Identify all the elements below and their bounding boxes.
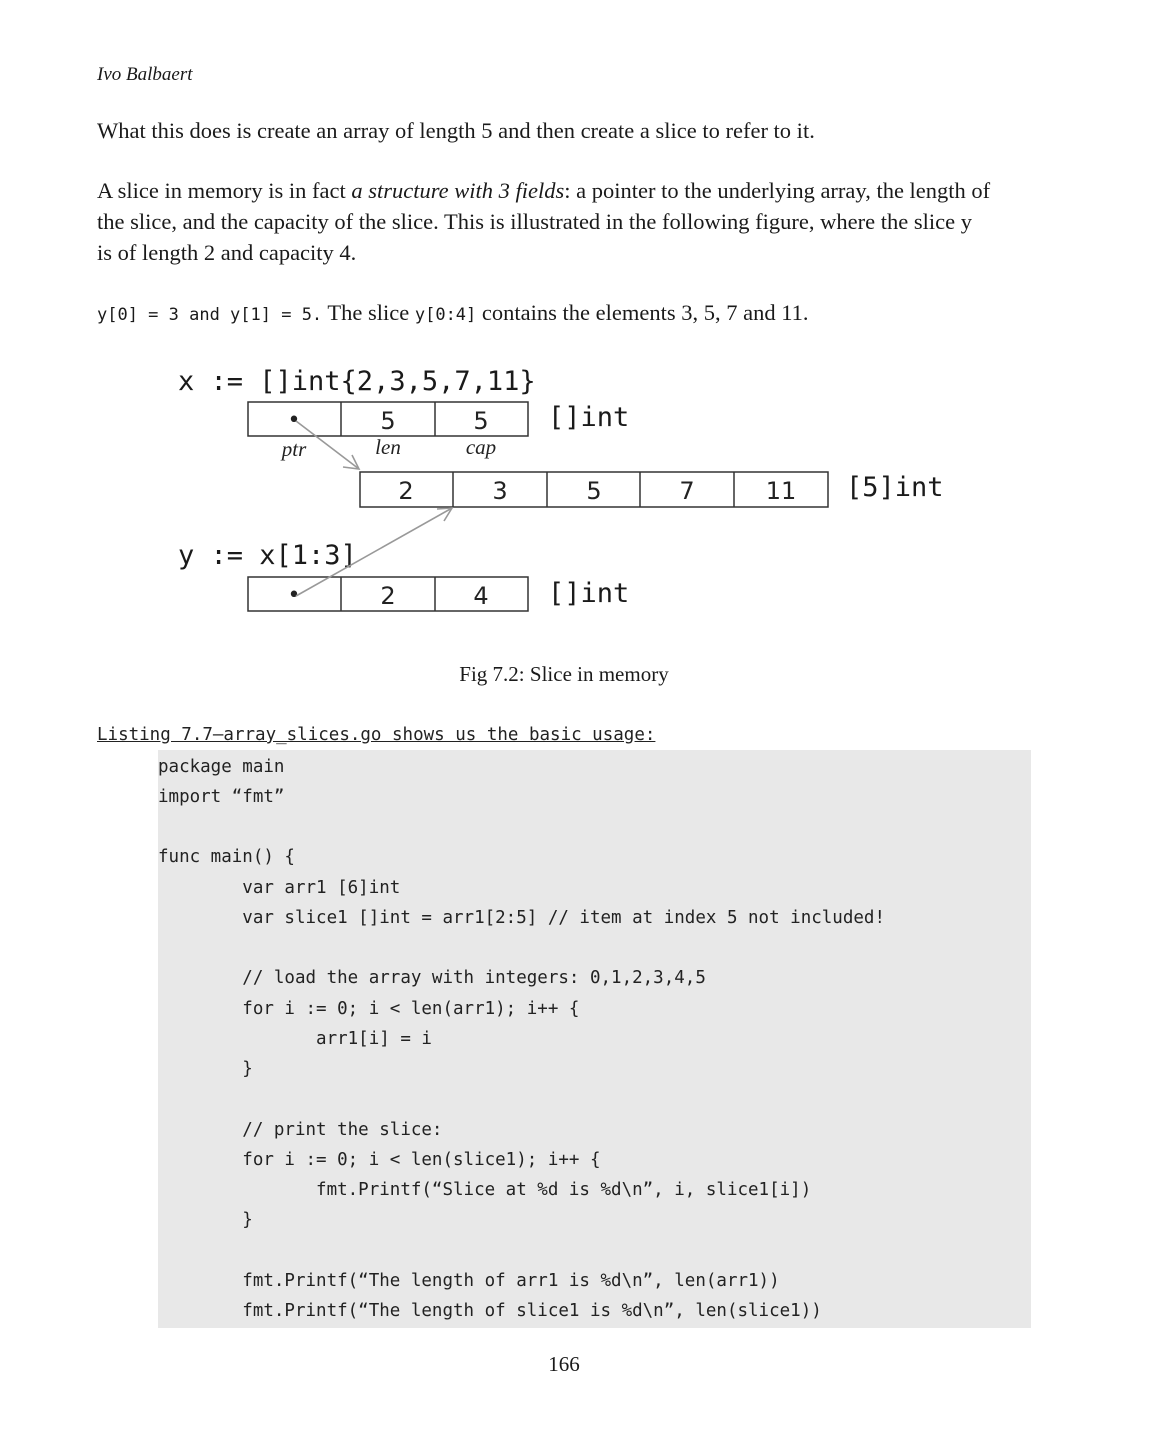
code-line: fmt.Printf(“The length of arr1 is %d\n”, len(arr1)) <box>158 1271 780 1291</box>
array-cell: 11 <box>765 477 797 505</box>
inline-code-y-values: y[0] = 3 and y[1] = 5. <box>97 305 323 325</box>
code-line: var slice1 []int = arr1[2:5] // item at index 5 not included! <box>158 908 885 928</box>
paragraph-line-1: A slice in memory is in fact a structure with 3 fields: a pointer to the underlying array, the length of <box>97 178 991 203</box>
y-cap-cell: 4 <box>473 582 489 610</box>
emphasis-structure: a structure with 3 fields <box>351 178 565 203</box>
code-line: for i := 0; i < len(slice1); i++ { <box>158 1150 601 1170</box>
x-len-cell: 5 <box>380 407 396 435</box>
code-line: } <box>158 1210 253 1230</box>
code-line: // print the slice: <box>158 1120 443 1140</box>
paragraph-intro: What this does is create an array of length 5 and then create a slice to refer to it. <box>97 118 815 143</box>
y-slice-type: []int <box>548 578 630 609</box>
running-header-author: Ivo Balbaert <box>97 64 193 85</box>
y-declaration: y := x[1:3] <box>178 540 357 571</box>
code-listing <box>158 750 1031 1328</box>
code-line: arr1[i] = i <box>158 1029 432 1049</box>
ptr-label: ptr <box>281 437 307 461</box>
page-number: 166 <box>548 1352 580 1376</box>
paragraph-slice-elements: y[0] = 3 and y[1] = 5. The slice y[0:4] contains the elements 3, 5, 7 and 11. <box>97 300 809 325</box>
code-line: import “fmt” <box>158 787 285 807</box>
x-ptr-cell: • <box>287 408 301 433</box>
inline-code-y-range: y[0:4] <box>414 305 477 325</box>
array-cell: 3 <box>492 477 508 505</box>
code-line: for i := 0; i < len(arr1); i++ { <box>158 999 580 1019</box>
y-ptr-cell: • <box>287 583 301 608</box>
code-line: fmt.Printf(“The length of slice1 is %d\n”, len(slice1)) <box>158 1301 822 1321</box>
code-line: func main() { <box>158 847 295 867</box>
array-cell: 5 <box>586 477 602 505</box>
figure-caption: Fig 7.2: Slice in memory <box>459 662 669 686</box>
code-line: } <box>158 1059 253 1079</box>
backing-array <box>360 472 828 507</box>
code-line: fmt.Printf(“Slice at %d is %d\n”, i, slice1[i]) <box>158 1180 812 1200</box>
listing-title: Listing 7.7—array_slices.go shows us the basic usage: <box>97 725 656 745</box>
code-line: // load the array with integers: 0,1,2,3,4,5 <box>158 968 706 988</box>
x-slice-header <box>248 402 528 436</box>
array-type: [5]int <box>846 472 944 503</box>
y-len-cell: 2 <box>380 582 396 610</box>
code-line: package main <box>158 757 285 777</box>
paragraph-line-3: is of length 2 and capacity 4. <box>97 240 357 265</box>
array-cell: 2 <box>398 477 414 505</box>
y-slice-header <box>248 577 528 611</box>
slice-memory-figure <box>0 0 1168 660</box>
x-slice-type: []int <box>548 402 630 433</box>
x-cap-cell: 5 <box>473 407 489 435</box>
len-label: len <box>375 435 401 459</box>
paragraph-line-2: the slice, and the capacity of the slice. This is illustrated in the following figure, where the slice y <box>97 209 972 234</box>
array-cell: 7 <box>679 477 695 505</box>
x-declaration: x := []int{2,3,5,7,11} <box>178 366 536 397</box>
cap-label: cap <box>465 435 497 459</box>
code-line: var arr1 [6]int <box>158 878 401 898</box>
